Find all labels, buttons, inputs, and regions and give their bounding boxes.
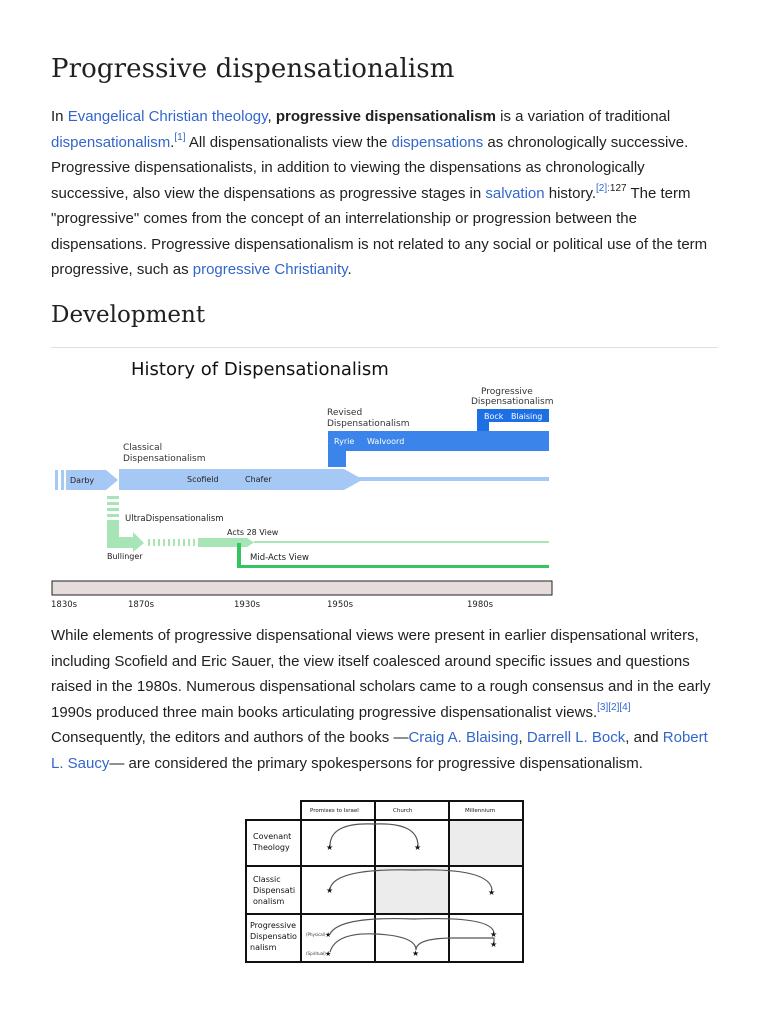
- row-label-classic-3: onalism: [253, 897, 285, 906]
- link-progressive-christianity[interactable]: progressive Christianity: [192, 261, 348, 278]
- label-progressive-2: Dispensationalism: [471, 397, 554, 407]
- timeline-1980s: 1980s: [467, 600, 494, 610]
- link-dispensations[interactable]: dispensations: [391, 133, 484, 151]
- heading-divider: [51, 347, 718, 348]
- name-darby: Darby: [70, 476, 95, 485]
- cell-shaded-classic-church: [376, 867, 448, 913]
- name-scofield: Scofield: [187, 475, 219, 484]
- star-9: ★: [325, 950, 332, 958]
- comparison-table-figure[interactable]: [244, 798, 526, 964]
- label-classical-2: Dispensationalism: [123, 454, 206, 464]
- ref-3[interactable]: [3]: [597, 701, 609, 713]
- name-bock: Bock: [484, 412, 504, 421]
- bold-term: progressive dispensationalism: [275, 108, 496, 125]
- name-bullinger: Bullinger: [107, 552, 143, 561]
- star-7: ★: [412, 949, 420, 958]
- col-header-promises: Promises to Israel: [310, 808, 359, 814]
- cell-shaded-covenant-millennium: [450, 821, 522, 865]
- label-revised-2: Dispensationalism: [327, 419, 410, 429]
- classical-arrow: [119, 469, 363, 490]
- label-progressive-1: Progressive: [481, 387, 533, 397]
- classical-continuation: [358, 477, 549, 481]
- ultra-dash-2: [107, 502, 119, 505]
- figure-title: History of Dispensationalism: [131, 359, 389, 380]
- timeline-1830s: 1830s: [51, 600, 78, 610]
- row-label-progressive-1: Progressive: [250, 921, 297, 930]
- timeline-1930s: 1930s: [234, 600, 261, 610]
- row-label-classic-2: Dispensati: [253, 886, 296, 895]
- name-walvoord: Walvoord: [367, 437, 405, 446]
- ref-1[interactable]: [1]: [174, 131, 186, 143]
- star-3: ★: [326, 886, 334, 895]
- link-dispensationalism[interactable]: dispensationalism: [51, 133, 171, 151]
- star-8: ★: [325, 931, 332, 939]
- star-2: ★: [414, 843, 422, 852]
- timeline-1870s: 1870s: [128, 600, 155, 610]
- star-4: ★: [488, 888, 496, 897]
- timeline-1950s: 1950s: [327, 600, 354, 610]
- link-darrell-bock[interactable]: Darrell L. Bock: [526, 729, 626, 746]
- star-1: ★: [326, 843, 334, 852]
- darby-tick-2: [61, 470, 64, 490]
- link-robert-saucy[interactable]: Robert L. Saucy: [51, 729, 708, 772]
- row-label-progressive-3: nalism: [250, 943, 277, 952]
- label-revised-1: Revised: [327, 408, 363, 418]
- row-label-covenant-1: Covenant: [253, 832, 292, 841]
- label-midacts: Mid-Acts View: [250, 553, 309, 563]
- link-evangelical-christian-theology[interactable]: Evangelical Christian theology: [67, 108, 268, 125]
- development-paragraph: While elements of progressive dispensational views were present in earlier dispensational writers, including Scofield and Eric Sauer, the view itself coalesced around specific issues and questions raised in the 1980s. Numerous dispensational scholars came to a rough consensus and in the early 1990s produced three main books articulating progressive dispensationalist views.[3][2][4] Consequently, the editors and authors of the books —Craig A. Blaising, Darrell L. Bock, and Robert L. Saucy— are considered the primary spokespersons for progressive dispensationalism.: [51, 627, 711, 772]
- row-label-progressive-2: Dispensatio: [250, 932, 297, 941]
- label-classical-1: Classical: [123, 443, 163, 453]
- acts28-dashes: [148, 539, 195, 546]
- page-title: Progressive dispensationalism: [51, 54, 455, 84]
- darby-tick-1: [55, 470, 58, 490]
- ultra-dash-3: [107, 508, 119, 511]
- row-label-covenant-2: Theology: [253, 843, 290, 852]
- ultra-dash-4: [107, 514, 119, 517]
- star-6: ★: [490, 940, 498, 949]
- ref-2[interactable]: [2]:127: [596, 182, 627, 194]
- mark-physical: (Physical): [306, 932, 326, 937]
- name-ryrie: Ryrie: [334, 437, 355, 446]
- timeline-bar: [52, 581, 552, 595]
- acts28-arrow: [198, 538, 254, 547]
- col-header-millennium: Millennium: [465, 808, 496, 814]
- mark-spiritual: (Spiritual): [306, 951, 326, 956]
- midacts-connector: [237, 543, 241, 567]
- label-acts28: Acts 28 View: [227, 528, 279, 537]
- ref-2b[interactable]: [2]: [608, 701, 620, 713]
- revised-bar: [328, 431, 549, 451]
- ultra-dash-1: [107, 496, 119, 499]
- section-heading-development: Development: [51, 302, 206, 328]
- row-label-classic-1: Classic: [253, 875, 281, 884]
- midacts-line: [237, 565, 549, 568]
- col-header-church: Church: [393, 808, 413, 814]
- name-blaising: Blaising: [511, 412, 543, 421]
- intro-paragraph: In Evangelical Christian theology, progressive dispensationalism is a variation of traditional dispensationalism.[1] All dispensationalists view the dispensations as chronologically successive. Progressive dispensationalists, in addition to viewing the dispensations as chronologically successive, also view the dispensations as progressive stages in salvation history.$^{[2]:127}$ The term "progressive" comes from the concept of an interrelationship or progression between the dispensations. Progressive dispensationalism is not related to any social or political use of the term progressive, such as progressive Christianity.: [51, 108, 708, 278]
- ref-4[interactable]: [4]: [619, 701, 631, 713]
- label-ultra: UltraDispensationalism: [125, 514, 224, 524]
- history-of-dispensationalism-figure[interactable]: [51, 355, 556, 613]
- link-salvation[interactable]: salvation: [485, 184, 545, 202]
- name-chafer: Chafer: [245, 475, 272, 484]
- acts28-line: [254, 541, 549, 543]
- link-craig-blaising[interactable]: Craig A. Blaising: [408, 729, 519, 746]
- star-5: ★: [490, 930, 498, 939]
